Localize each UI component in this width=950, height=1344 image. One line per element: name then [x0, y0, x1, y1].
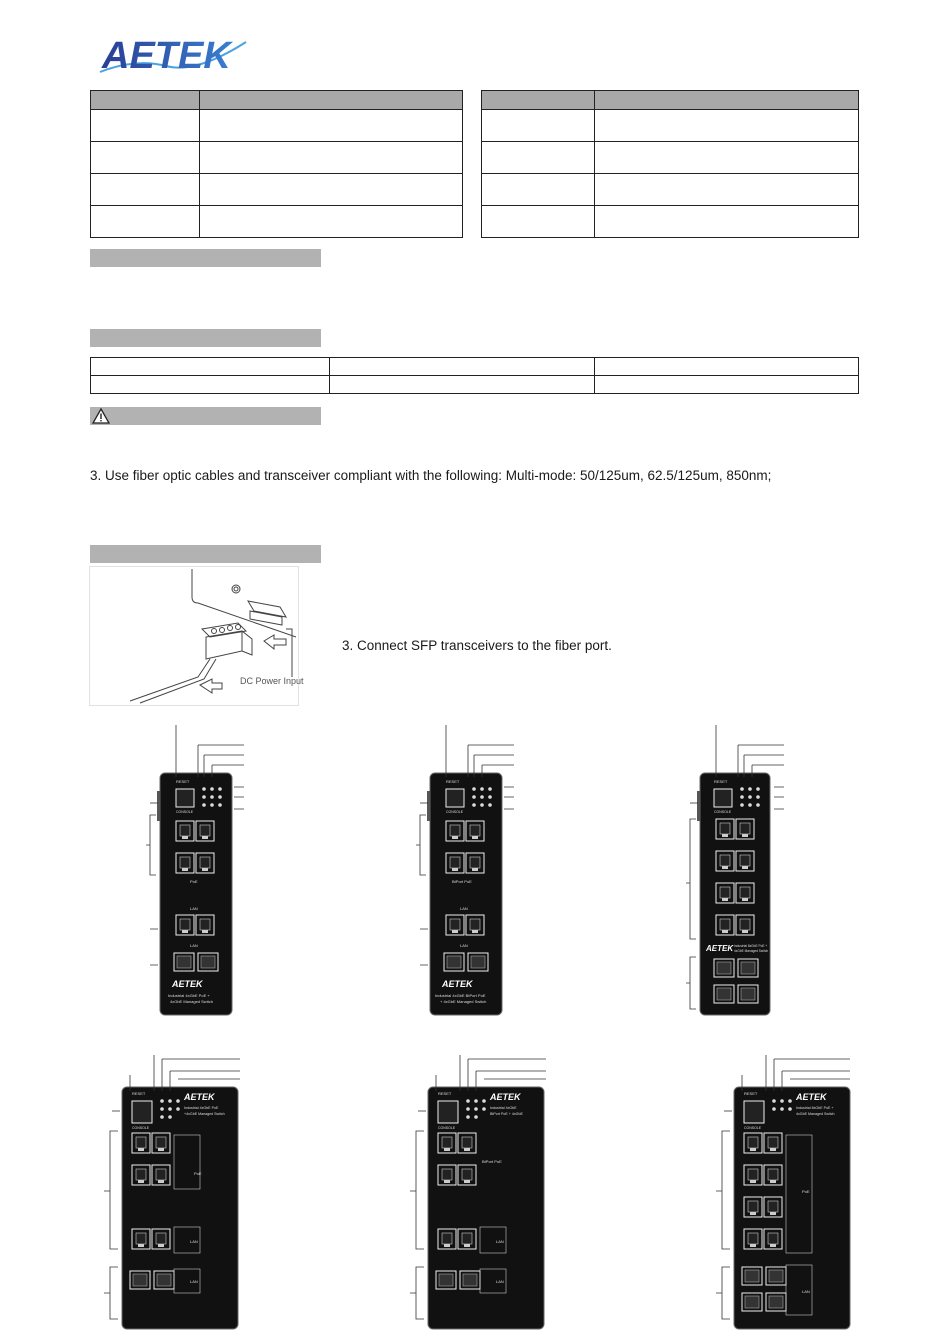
- device-2-label1: Industrial 4xGbE BtPort PoE: [435, 993, 486, 998]
- device-2-reset: RESET: [446, 779, 460, 784]
- device-2: [427, 773, 502, 1015]
- logo-text: AETEK: [102, 35, 231, 76]
- figure-caption: DC Power Input: [240, 676, 304, 686]
- device-4: [122, 1087, 238, 1329]
- device-5-console: CONSOLE: [438, 1126, 456, 1130]
- device-5-group3: LAN: [496, 1279, 504, 1284]
- device-2-group2: LAN: [460, 906, 468, 911]
- device-1-group3: LAN: [190, 943, 198, 948]
- device-1-group2: LAN: [190, 906, 198, 911]
- device-1-brand: AETEK: [172, 979, 203, 989]
- device-1-reset: RESET: [176, 779, 190, 784]
- device-2-group1: BtPort PoE: [452, 879, 472, 884]
- device-4-label2: +4xGbE Managed Switch: [184, 1112, 225, 1116]
- device-2-group3: LAN: [460, 943, 468, 948]
- warning-bar: [90, 407, 321, 425]
- device-panels: [0, 715, 950, 1344]
- device-1-label1: Industrial 4xGbE PoE +: [168, 993, 210, 998]
- device-4-brand: AETEK: [184, 1092, 215, 1102]
- device-6-reset: RESET: [744, 1091, 758, 1096]
- device-5: [428, 1087, 544, 1329]
- warning-icon: [92, 408, 110, 424]
- device-6-label1: Industrial 8xGbE PoE +: [796, 1106, 834, 1110]
- device-6-brand: AETEK: [796, 1092, 827, 1102]
- device-6-group1: PoE: [802, 1189, 810, 1194]
- device-4-group1: PoE: [194, 1171, 202, 1176]
- section-bar-1: [90, 249, 321, 267]
- device-2-brand: AETEK: [442, 979, 473, 989]
- fiber-note: 3. Use fiber optic cables and transceiver compliant with the following: Multi-mode: 50/125um, 62.5/125um, 850nm;: [90, 468, 772, 483]
- device-1-label2: 4xGbE Managed Switch: [170, 999, 213, 1004]
- device-1-group1: PoE: [190, 879, 198, 884]
- device-3-brand: AETEK: [706, 944, 734, 953]
- device-3-console: CONSOLE: [714, 810, 732, 814]
- device-5-label2: BtPort PoE + 4xGbE: [490, 1112, 523, 1116]
- device-5-brand: AETEK: [490, 1092, 521, 1102]
- device-1-console: CONSOLE: [176, 810, 194, 814]
- device-6-console: CONSOLE: [744, 1126, 762, 1130]
- device-2-label2: + 4xGbE Managed Switch: [440, 999, 487, 1004]
- spec-table-left: [90, 90, 463, 238]
- device-4-console: CONSOLE: [132, 1126, 150, 1130]
- device-4-group2: LAN: [190, 1239, 198, 1244]
- device-5-label1: Industrial 4xGbE: [490, 1106, 517, 1110]
- section-bar-2: [90, 329, 321, 347]
- device-3-reset: RESET: [714, 779, 728, 784]
- device-3-label2: 4xGbE Managed Switch: [734, 949, 769, 953]
- device-3: [697, 773, 770, 1015]
- device-5-reset: RESET: [438, 1091, 452, 1096]
- ports-table: [90, 357, 859, 394]
- device-6-label2: 4xGbE Managed Switch: [796, 1112, 835, 1116]
- device-5-group2: LAN: [496, 1239, 504, 1244]
- install-step-3: 3. Connect SFP transceivers to the fiber port.: [342, 638, 612, 653]
- spec-table-right: [481, 90, 859, 238]
- device-6-group3: LAN: [802, 1289, 810, 1294]
- device-3-label1: Industrial 8xGbE PoE +: [734, 944, 768, 948]
- device-4-label1: Industrial 4xGbE PoE: [184, 1106, 219, 1110]
- device-4-group3: LAN: [190, 1279, 198, 1284]
- device-4-reset: RESET: [132, 1091, 146, 1096]
- device-6: [734, 1087, 850, 1329]
- aetek-logo: [96, 32, 252, 76]
- device-2-console: CONSOLE: [446, 810, 464, 814]
- section-bar-install: [90, 545, 321, 563]
- device-1: [157, 773, 232, 1015]
- device-5-group1: BtPort PoE: [482, 1159, 502, 1164]
